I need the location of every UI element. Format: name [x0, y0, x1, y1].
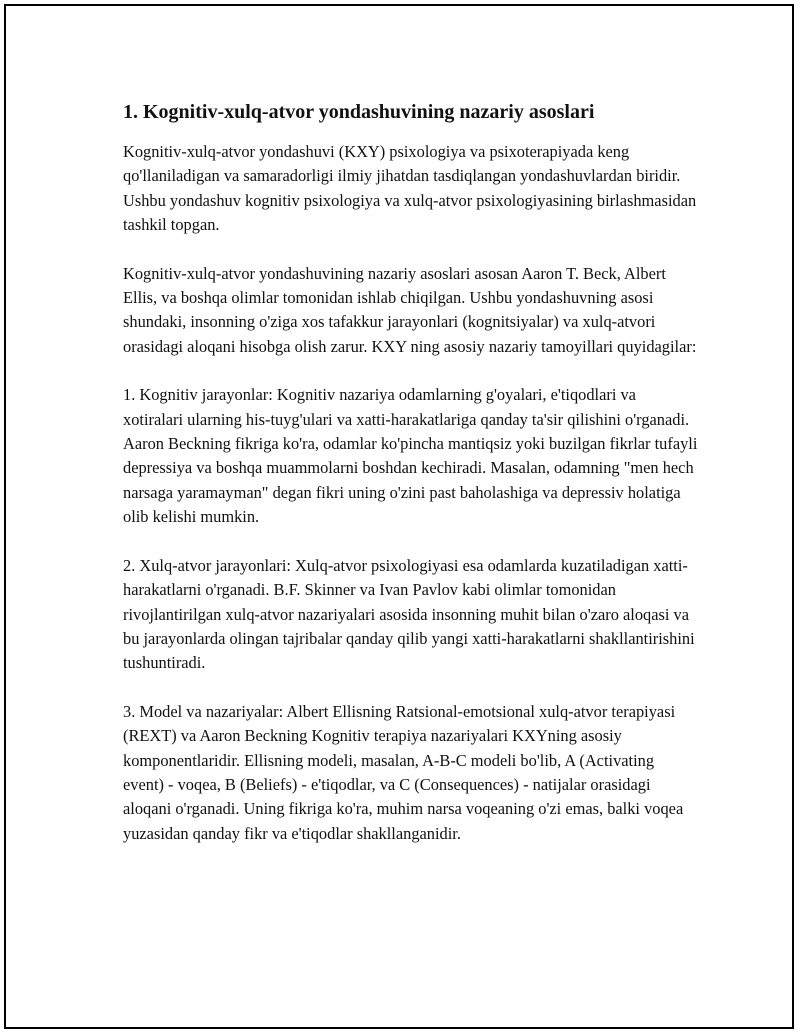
- document-body: [123, 98, 698, 870]
- paragraph-cognitive-processes: 1. Kognitiv jarayonlar: Kognitiv nazariya odamlarning g'oyalari, e'tiqodlari va xotiralari ularning his-tuyg'ulari va xatti-harakatlariga qanday ta'sir qilishini o'rganadi. Aaron Beckning fikriga ko'ra, odamlar ko'pincha mantiqsiz yoki buzilgan fikrlar tufayli depressiya va boshqa muammolarni boshdan kechiradi. Masalan, odamning "men hech narsaga yaramayman" degan fikri uning o'zini past baholashiga va depressiv holatiga olib kelishi mumkin.: [123, 385, 698, 527]
- paragraph-models-theories: 3. Model va nazariyalar: Albert Ellisning Ratsional-emotsional xulq-atvor terapiyasi (REXT) va Aaron Beckning Kognitiv terapiya nazariyalari KXYning asosiy komponentlaridir. Ellisning modeli, masalan, A-B-C modeli bo'lib, A (Activating event) - voqea, B (Beliefs) - e'tiqodlar, va C (Consequences) - natijalar orasidagi aloqani o'rganadi. Uning fikriga ko'ra, muhim narsa voqeaning o'zi emas, balki voqea yuzasidan qanday fikr va e'tiqodlar shakllanganidir.: [123, 701, 684, 843]
- paragraph-theory: Kognitiv-xulq-atvor yondashuvining nazariy asoslari asosan Aaron T. Beck, Albert Ellis, va boshqa olimlar tomonidan ishlab chiqilgan. Ushbu yondashuvning asosi shundaki, insonning o'ziga xos tafakkur jarayonlari (kognitsiyalar) va xulq-atvori orasidagi aloqani hisobga olish zarur. KXY ning asosiy nazariy tamoyillari quyidagilar:: [123, 263, 697, 356]
- paragraph-intro: Kognitiv-xulq-atvor yondashuvi (KXY) psixologiya va psixoterapiyada keng qo'llaniladigan va samaradorligi ilmiy jihatdan tasdiqlangan yondashuvlardan biridir. Ushbu yondashuv kognitiv psixologiya va xulq-atvor psixologiyasining birlashmasidan tashkil topgan.: [123, 142, 697, 235]
- paragraph-behavioral-processes: 2. Xulq-atvor jarayonlari: Xulq-atvor psixologiyasi esa odamlarda kuzatiladigan xatti-harakatlarni o'rganadi. B.F. Skinner va Ivan Pavlov kabi olimlar tomonidan rivojlantirilgan xulq-atvor nazariyalari asosida insonning muhit bilan o'zaro aloqasi va bu jarayonlarda olingan tajribalar qanday qilib yangi xatti-harakatlarni shakllantirishini tushuntiradi.: [123, 555, 695, 673]
- document-title: 1. Kognitiv-xulq-atvor yondashuvining nazariy asoslari: [123, 101, 595, 123]
- page-frame: [4, 4, 794, 1029]
